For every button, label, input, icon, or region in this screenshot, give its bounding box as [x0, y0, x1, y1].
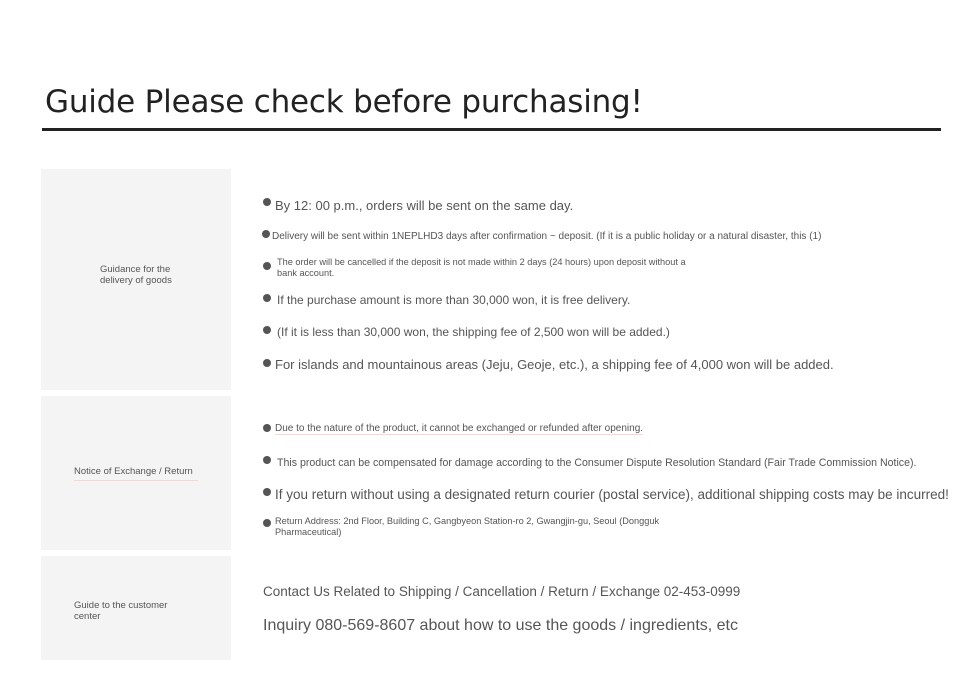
- delivery-label: Guidance for the delivery of goods: [100, 264, 172, 286]
- page-title: Guide Please check before purchasing!: [45, 84, 643, 120]
- delivery-item: By 12: 00 p.m., orders will be sent on the same day.: [275, 198, 574, 213]
- delivery-item: Delivery will be sent within 1NEPLHD3 days after confirmation ~ deposit. (If it is a public holiday or a natural disaster, this (1): [272, 231, 822, 242]
- bullet-icon: [263, 424, 271, 432]
- bullet-icon: [263, 326, 271, 334]
- exchange-item: This product can be compensated for damage according to the Consumer Dispute Resolution Standard (Fair Trade Commission Notice).: [277, 457, 917, 469]
- bullet-icon: [263, 262, 271, 270]
- bullet-icon: [263, 488, 271, 496]
- delivery-item: The order will be cancelled if the deposit is not made within 2 days (24 hours) upon deposit without a bank account.: [277, 257, 686, 278]
- title-divider: [42, 128, 941, 131]
- delivery-item: (If it is less than 30,000 won, the shipping fee of 2,500 won will be added.): [277, 325, 670, 339]
- bullet-icon: [263, 198, 271, 206]
- exchange-label: Notice of Exchange / Return: [74, 466, 198, 481]
- exchange-item: Due to the nature of the product, it cannot be exchanged or refunded after opening.: [275, 423, 644, 434]
- delivery-item: If the purchase amount is more than 30,000 won, it is free delivery.: [277, 293, 631, 307]
- inquiry-line: Inquiry 080-569-8607 about how to use the goods / ingredients, etc: [263, 617, 738, 634]
- bullet-icon: [263, 456, 271, 464]
- contact-line: Contact Us Related to Shipping / Cancellation / Return / Exchange 02-453-0999: [263, 584, 741, 599]
- exchange-item: If you return without using a designated return courier (postal service), additional shipping costs may be incurred!: [275, 487, 949, 502]
- bullet-icon: [263, 519, 271, 527]
- delivery-item: For islands and mountainous areas (Jeju, Geoje, etc.), a shipping fee of 4,000 won will be added.: [275, 357, 834, 372]
- bullet-icon: [263, 359, 271, 367]
- customer-center-label: Guide to the customer center: [74, 600, 168, 622]
- exchange-item: Return Address: 2nd Floor, Building C, Gangbyeon Station-ro 2, Gwangjin-gu, Seoul (Dongguk Pharmaceutical): [275, 516, 660, 537]
- bullet-icon: [262, 230, 270, 238]
- bullet-icon: [263, 294, 271, 302]
